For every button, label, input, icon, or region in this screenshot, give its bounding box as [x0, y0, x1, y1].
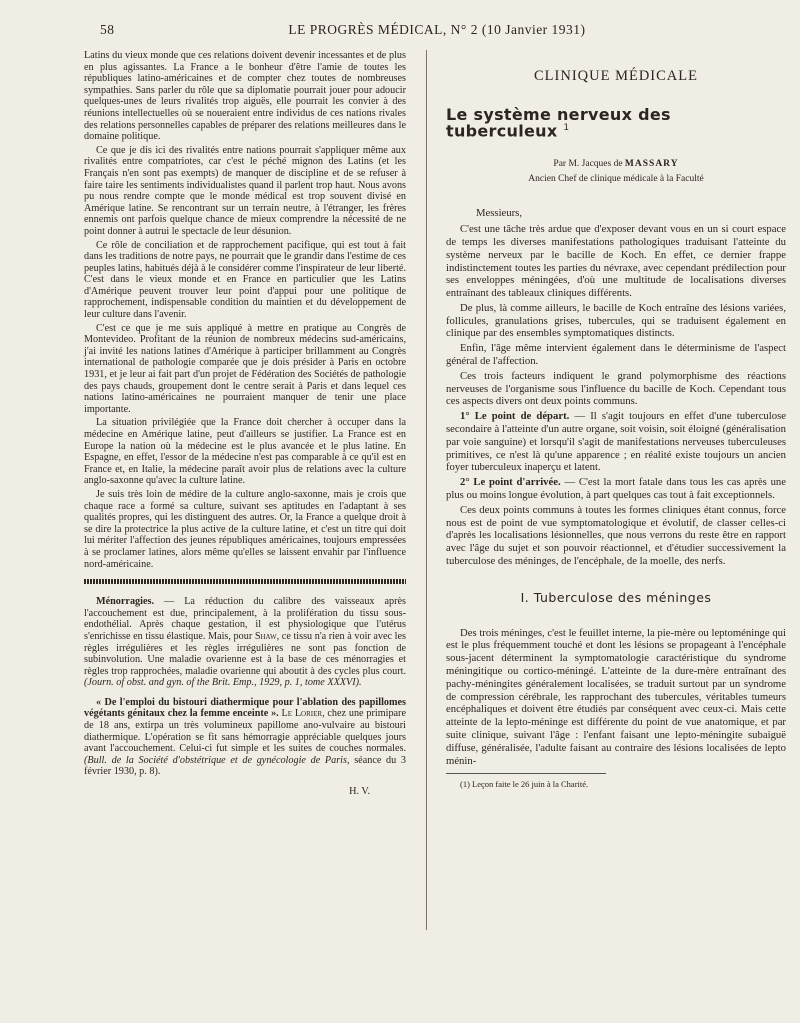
menorragies-heading: Ménorragies.	[96, 596, 154, 608]
paragraph: La situation privilégiée que la France doit chercher à occuper dans la médecine en Amérique latine, peut d'ailleurs se justifier. La France est en Europe la nation où la médecine est le plus avancée et le plus latine. En Espagne, en effet, l'essor de la médecine n'est pas comparable à ce qu'il est en France et, en Italie, la médecine paraît avoir plus de relations avec la culture anglo-saxonne qu'avec la culture latine.	[84, 417, 406, 487]
title-footnote-marker: 1	[563, 122, 570, 133]
paragraph: Ces deux points communs à toutes les formes cliniques étant connus, force nous est de point de vue symptomatologique et évolutif, de classer celles-ci d'après les localisations lésionnelles, que nous verrons du reste être en rapport avec l'âge du sujet et son pouvoir réactionnel, et d'étudier successivement la tuberculose des méninges, de l'encéphale, de la moelle, des nerfs.	[446, 503, 786, 568]
bistouri-heading: « De l'emploi du bistouri diathermique pour l'ablation des papillomes végétants génitaux chez la femme enceinte ».	[84, 696, 406, 720]
author-prefix: Par M. Jacques de	[553, 158, 625, 169]
author-shaw: Shaw	[254, 630, 277, 642]
salutation: Messieurs,	[476, 207, 523, 220]
running-title: LE PROGRÈS MÉDICAL, N° 2 (10 Janvier 1931)	[288, 22, 586, 37]
point-arrivee-heading: 2° Le point d'arrivée.	[460, 476, 561, 489]
column-divider	[426, 50, 427, 930]
author-lorier: Le Lorier	[278, 708, 323, 720]
bistouri-note	[84, 697, 406, 778]
point-arrivee	[446, 476, 786, 502]
author-name: MASSARY	[624, 158, 679, 169]
menorragies-text: — La réduction du calibre des vaisseaux après l'accouchement est due, principalement, à la prolifération du tissu sous-endothélial. Après chaque gestation, il est physiologique que l'utérus s'enrichisse en tissu élastique. Mais, pour	[84, 596, 406, 642]
paragraph: Enfin, l'âge même intervient également dans le déterminisme de l'aspect général de l'affection.	[446, 342, 786, 368]
point-arrivee-text: — C'est la mort fatale dans tous les cas après une plus ou moins longue évolution, à part quelques cas tout à fait exceptionnels.	[446, 476, 787, 502]
paragraph: De plus, là comme ailleurs, le bacille de Koch entraîne des lésions variées, follicules, granulations grises, tubercules, qui se traduisent également en clinique par des ensembles symptomatiques distincts.	[446, 301, 786, 340]
paragraph: C'est une tâche très ardue que d'exposer devant vous en un si court espace de temps les diverses manifestations pathologiques traduisant l'atteinte du système nerveux par le bacille de Koch. En effet, ce dernier frappe indistinctement toutes les parties du névraxe, avec cependant prédilection pour ses enveloppes méningées, d'où une multitude de localisations diverses entraînant des tableaux cliniques différents.	[446, 223, 786, 300]
footnote-rule	[446, 773, 606, 774]
article-title-text: Le système nerveux des tuberculeux	[446, 104, 671, 140]
footnote: (1) Leçon faite le 26 juin à la Charité.	[460, 779, 589, 790]
page-number: 58	[100, 22, 115, 37]
right-column	[446, 50, 786, 793]
menorragies-note	[84, 596, 406, 689]
paragraph: C'est ce que je me suis appliqué à mettre en pratique au Congrès de Montevideo. Profitant de la réunion de nombreux médecins sud-américains, j'ai invité les nations latines d'Amérique à participer brillamment au Congrès international de pathologie comparée que je dois présider à Paris en octobre 1931, et je leur ai fait part d'un projet de Fédération des Sociétés de pathologie des pays chauds, groupement dont le centre serait à Paris et dans lequel ces nations latino-américaines ne pourraient manquer de tenir une place importante.	[84, 322, 406, 415]
section-label: CLINIQUE MÉDICALE	[534, 68, 698, 84]
point-depart	[446, 410, 786, 474]
signature: H. V.	[349, 786, 370, 798]
subsection-title: I. Tuberculose des méninges	[520, 589, 712, 605]
point-depart-text: — Il s'agit toujours en effet d'une tuberculose secondaire à l'atteinte d'un autre organe, soit voisin, soit éloigné (généralisation par voie sanguine) et lorsqu'il s'agit de manifestations nerveuses tuberculeuses primitives, ce n'est là qu'une apparence ; en réalité existe toujours un ancien foyer tuberculeux inaperçu et latent.	[446, 410, 786, 474]
paragraph: Latins du vieux monde que ces relations doivent devenir incessantes et de plus en plus agissantes. La France a le bonheur d'être l'amie de toutes les républiques latino-américaines et de compter chez toutes de nombreuses sympathies. Sans parler du rôle que sa diplomatie pourrait jouer pour adoucir quelques-unes de leurs rivalités trop aiguës, elle pourrait les convier à des réunions intellectuelles où se noueraient entre individus de ces nations rivales des relations personnelles capables de préparer des relations meilleures dans le domaine politique.	[84, 50, 406, 143]
left-column	[84, 50, 406, 798]
bistouri-reference: (Bull. de la Société d'obstétrique et de gynécologie de Paris,	[84, 754, 350, 766]
paragraph: Ces trois facteurs indiquent le grand polymorphisme des réactions nerveuses de l'organisme sous l'influence du bacille de Koch. Cependant tous ces aspects divers ont deux points communs.	[446, 369, 786, 408]
decorative-rule	[84, 579, 406, 584]
menorragies-reference: (Journ. of obst. and gyn. of the Brit. Emp., 1929, p. 1, tome XXXVI).	[84, 677, 362, 689]
page-header	[92, 22, 782, 42]
article-title	[446, 104, 786, 140]
paragraph: Je suis très loin de médire de la culture anglo-saxonne, mais je crois que chaque race a formé sa culture, suivant ses aptitudes en l'adaptant à ses qualités propres, qui les distinguent des autres. Or, la France a quelque droit à se dire la protectrice la plus active de la culture latine, et c'est un titre qui doit lui mériter l'affection des jeunes républiques américaines, toujours empressées à se proclamer latines, alors même qu'elles se laissent envahir par l'influence nord-américaine.	[84, 488, 406, 570]
paragraph: Ce rôle de conciliation et de rapprochement pacifique, qui est tout à fait dans les traditions de notre pays, ne pourrait que le grandir dans l'estime de ces peuples latins, habitués déjà à le considérer comme l'inspirateur de leur liberté. C'est dans le vieux monde et en France en particulier que les Latins d'Amérique peuvent trouver leur point d'appui pour une politique de rapprochement, indispensable condition du maintien et du développement de leur culture dans l'avenir.	[84, 239, 406, 321]
paragraph: Ce que je dis ici des rivalités entre nations pourrait s'appliquer même aux rivalités entre compatriotes, car c'est le péché mignon des Latins (et les Français n'en sont pas exempts) de manquer de discipline et de se refuser à faire taire les sentiments individualistes quand il parlent trop haut. Nous avons pu nous rendre compte que le monde médical est trop souvent divisé en Amérique latine. Se rencontrant sur un terrain neutre, à l'étranger, les frères ennemis ont parfois quelque chance de mieux comprendre la nécessité de ne point donner à autrui le spectacle de leur désunion.	[84, 144, 406, 237]
menorragies-text-2: , ce tissu n'a rien à voir avec les règles irrégulières et les règles irrégulières ne sont pas fonction de subinvolution. Une maladie ovarienne est à la base de ces ménorragies et règles trop rapprochées, maladie ovarienne qui aboutit à des cycles plus court.	[84, 630, 406, 677]
point-depart-heading: 1° Le point de départ.	[460, 410, 570, 423]
bistouri-reference-2: séance du 3 février 1930, p. 8).	[84, 754, 406, 778]
author-affiliation: Ancien Chef de clinique médicale à la Faculté	[528, 173, 704, 184]
paragraph: Des trois méninges, c'est le feuillet interne, la pie-mère ou leptoméninge qui est le plus fréquemment touché et dont les lésions se propageant à l'encéphale sous-jacent déterminent la symptomatologie caractéristique du syndrome méningitique ou cortico-méningé. L'atteinte de la dure-mère entraînant des pachy-méningites généralement localisées, se traduit surtout par un syndrome de compression cérébrale, les rapprochant des tubercules, véritables tumeurs encéphaliques et doivent être étudiés par conséquent avec ceux-ci. Mais cette atteinte de la lepto-méninge est différente du point de vue anatomique, et par suite clinique, suivant l'âge : l'enfant faisant une lepto-méningite subaiguë diffuse, généralisée, l'adulte faisant au contraire des lésions localisées de lepto ménin-	[446, 626, 786, 767]
bistouri-text: , chez une primipare de 18 ans, extirpa un très volumineux papillome ano-vulvaire au bistouri diathermique. L'opération se fit sans hémorragie appréciable quelques jours avant l'accouchement. Celui-ci fut simple et les suites de couches normales.	[84, 708, 406, 755]
author-line	[446, 158, 786, 171]
